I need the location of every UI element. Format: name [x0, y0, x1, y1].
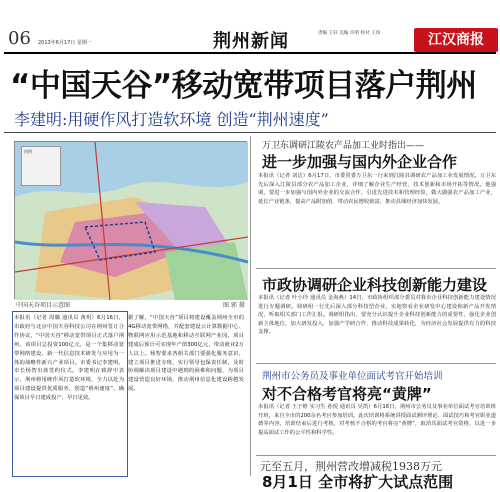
story3-body: 本报讯（记者 王子维 实习生 孙悦 通讯员 吴凯）6月16日，荆州市公务员及事业单位面试考官培训班开班，来自全市的200余名考官参加培训。此次培训将系统讲授面试测评理论、面试技巧和考官职业道德等内容，培训结束后进行考核，对考核不合格的考官将亮“黄牌”，取消其面试考官资格，以进一步提高面试工作的公平性和科学性。 — [258, 404, 496, 436]
map-legend: 图例 — [21, 146, 61, 186]
lead-story-column-1: 本报讯（记者 周璐 通讯员 黄玥）6月16日，市政府与北京中国天谷科技公司在荆州签订合作协议，“中国天谷”移动宽带项目正式落户荆州。该项目总投资100亿元，是一个集移动宽带网络建设、新一代信息技术研发与应用为一体的战略性新兴产业项目。市委书记李建明，市长杨智出席签约仪式。李建明在致辞中表示，荆州将用硬作风打造软环境，全力以赴为项目建设提供优质服务，创造“荆州速度”，确保项目早日建成投产、早日见效。 — [14, 315, 124, 402]
column-divider — [250, 136, 251, 476]
map-caption: 中国天谷项目示意图 — [16, 302, 71, 309]
story2-headline: 市政协调研企业科技创新能力建设 — [262, 276, 488, 294]
story2-body: 本报讯（记者 叶小玲 通讯员 金海燕）14日，市政协组织部分委员对我市企业科技创新能力建设情况进行专题调研。调研组一行先后深入部分科技型企业，实地察看企业研发中心建设和新产品开发情况，听取相关部门工作汇报。调研组指出，要充分认识提升企业科技创新能力的重要性，强化企业创新主体地位，加大研发投入，加强产学研合作，推动科技成果转化，为经济社会发展提供有力的科技支撑。 — [258, 295, 496, 335]
headline-divider — [4, 132, 496, 133]
masthead — [0, 0, 500, 52]
map-credit: 图 郭 摄 — [223, 302, 245, 309]
page-number: 06 — [8, 28, 31, 49]
editor-credits: 责编 王轩 美编 许明 校对 王珍 — [318, 31, 381, 36]
lead-story-column-2: 据了解，“中国天谷”项目将建设覆盖荆州全市的4G移动宽带网络，并配套建设云计算数据中心、物联网应用示范基地和移动互联网产业园，项目建成后预计可实现年产值300亿元，带动就业2万人以上。杨智要求各相关部门要强化服务意识，建立项目推进专班，实行领导包保责任制，及时协调解决项目建设中遇到的困难和问题，为项目建设营造良好环境，推动荆州信息化建设跨越发展。 — [128, 315, 244, 393]
story-divider — [256, 268, 496, 269]
main-subheadline: 李建明:用硬作风打造软环境 创造“荆州速度” — [14, 110, 329, 129]
header-divider — [4, 52, 496, 54]
newspaper-logo: 江汉商报 — [414, 28, 498, 52]
story1-body: 本报讯（记者 刘洁）6月17日，市委常委万卫东一行来到江陵县调研农产品加工业发展情况。万卫东先后深入江陵县部分农产品加工企业，详细了解企业生产经营、技术创新和市场开拓等情况。他强调，要进一步加强与国内外企业的交流合作，引进先进技术和管理经验，做大做强农产品加工产业，延长产业链条，提高产品附加值，带动农民增收致富，推动县域经济加快发展。 — [258, 173, 496, 205]
story3-headline: 对不合格考官将亮“黄牌” — [262, 385, 432, 403]
story-divider — [256, 363, 496, 364]
section-title: 荆州新闻 — [213, 31, 289, 52]
story3-kicker: 荆州市公务员及事业单位面试考官开始培训 — [262, 371, 443, 382]
story5-headline: 8月1日 全市将扩大试点范围 — [262, 473, 454, 491]
story-divider — [256, 455, 496, 456]
project-map-image — [14, 141, 247, 299]
story4-headline: 元至五月，荆州营改增减税1938万元 — [260, 460, 442, 473]
story1-headline: 进一步加强与国内外企业合作 — [262, 153, 458, 171]
issue-date: 2013年6月17日 星期一 — [38, 40, 92, 46]
main-headline: “中国天谷”移动宽带项目落户荆州 — [10, 68, 477, 104]
story1-kicker: 万卫东调研江陵农产品加工业时指出—— — [262, 141, 425, 151]
